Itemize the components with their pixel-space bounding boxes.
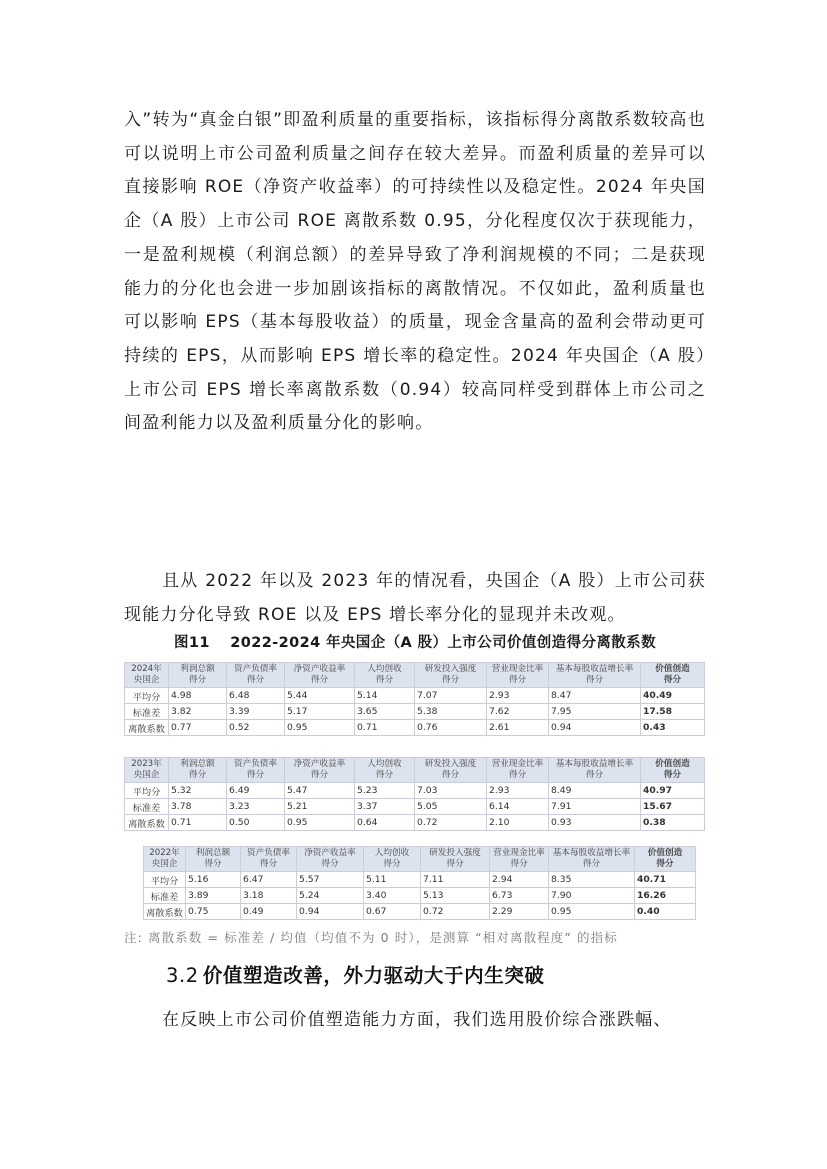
figure-note: 注: 离散系数 = 标准差 / 均值（均值不为 0 时），是测算 “相对离散程度” 的指标 [124, 930, 618, 945]
row-label-cell: 平均分 [144, 872, 186, 888]
score-cell: 40.71 [635, 872, 696, 888]
score-cell: 40.49 [641, 688, 705, 704]
header-year-cell: 2023年 央国企 [125, 758, 169, 783]
table-header-row [125, 758, 705, 783]
value-cell: 3.78 [169, 799, 227, 815]
score-cell: 0.38 [641, 815, 705, 831]
value-cell: 5.47 [285, 783, 355, 799]
value-cell: 5.14 [355, 688, 415, 704]
header-cell: 研发投入强度 得分 [421, 847, 490, 872]
body-paragraph-2: 且从 2022 年以及 2023 年的情况看，央国企（A 股）上市公司获现能力分化导致 ROE 以及 EPS 增长率分化的显现并未改观。 [124, 571, 706, 625]
value-cell: 7.07 [415, 688, 487, 704]
value-cell: 6.49 [227, 783, 285, 799]
value-cell: 0.95 [285, 815, 355, 831]
value-cell: 6.48 [227, 688, 285, 704]
table-row [125, 720, 705, 736]
value-cell: 0.72 [421, 904, 490, 920]
value-cell: 5.24 [297, 888, 364, 904]
header-cell: 利润总额 得分 [169, 663, 227, 688]
row-label-cell: 标准差 [125, 704, 169, 720]
value-cell: 5.05 [415, 799, 487, 815]
header-cell: 价值创造 得分 [641, 663, 705, 688]
value-cell: 0.75 [186, 904, 241, 920]
row-label-cell: 离散系数 [144, 904, 186, 920]
header-cell: 研发投入强度 得分 [415, 758, 487, 783]
row-label-cell: 离散系数 [125, 720, 169, 736]
table-header-row [125, 663, 705, 688]
header-cell: 价值创造 得分 [635, 847, 696, 872]
value-cell: 0.71 [355, 720, 415, 736]
section-title: 价值塑造改善，外力驱动大于内生突破 [202, 964, 545, 987]
table-row [144, 888, 696, 904]
value-cell: 8.35 [549, 872, 635, 888]
value-cell: 0.95 [285, 720, 355, 736]
value-cell: 3.18 [241, 888, 297, 904]
table-2024 [124, 662, 705, 736]
value-cell: 3.82 [169, 704, 227, 720]
table-header-row [144, 847, 696, 872]
row-label-cell: 标准差 [125, 799, 169, 815]
value-cell: 7.62 [487, 704, 549, 720]
value-cell: 2.29 [490, 904, 549, 920]
score-cell: 15.67 [641, 799, 705, 815]
value-cell: 0.76 [415, 720, 487, 736]
section-heading [166, 960, 545, 988]
row-label-cell: 平均分 [125, 783, 169, 799]
header-cell: 人均创收 得分 [355, 758, 415, 783]
body-paragraph-1: 入”转为“真金白银”即盈利质量的重要指标，该指标得分离散系数较高也可以说明上市公司盈利质量之间存在较大差异。而盈利质量的差异可以直接影响 ROE（净资产收益率）的可持续性以及稳定性。2024 年央国企（A 股）上市公司 ROE 离散系数 0.95，分化程度仅次于获现能力，一是盈利规模（利润总额）的差异导致了净利润规模的不同；二是获现能力的分化也会进一步加剧该指标的离散情况。不仅如此，盈利质量也可以影响 EPS（基本每股收益）的质量，现金含量高的盈利会带动更可持续的 EPS，从而影响 EPS 增长率的稳定性。2024 年央国企（A 股）上市公司 EPS 增长率离散系数（0.94）较高同样受到群体上市公司之间盈利能力以及盈利质量分化的影响。 [124, 110, 706, 434]
value-cell: 7.91 [549, 799, 641, 815]
value-cell: 0.77 [169, 720, 227, 736]
header-cell: 营业现金比率 得分 [490, 847, 549, 872]
body-paragraph-3: 在反映上市公司价值塑造能力方面，我们选用股价综合涨跌幅、 [162, 1010, 672, 1030]
value-cell: 2.93 [487, 688, 549, 704]
value-cell: 6.47 [241, 872, 297, 888]
header-year-cell: 2022年 央国企 [144, 847, 186, 872]
value-cell: 0.94 [297, 904, 364, 920]
header-cell: 利润总额 得分 [169, 758, 227, 783]
value-cell: 0.64 [355, 815, 415, 831]
value-cell: 5.38 [415, 704, 487, 720]
value-cell: 0.94 [549, 720, 641, 736]
score-cell: 0.40 [635, 904, 696, 920]
value-cell: 5.44 [285, 688, 355, 704]
table-row [125, 799, 705, 815]
value-cell: 0.67 [364, 904, 421, 920]
header-cell: 人均创收 得分 [364, 847, 421, 872]
value-cell: 3.40 [364, 888, 421, 904]
score-cell: 40.97 [641, 783, 705, 799]
score-cell: 16.26 [635, 888, 696, 904]
header-cell: 净资产收益率 得分 [297, 847, 364, 872]
header-cell: 营业现金比率 得分 [487, 663, 549, 688]
table-2022 [143, 846, 696, 920]
value-cell: 0.72 [415, 815, 487, 831]
value-cell: 2.61 [487, 720, 549, 736]
value-cell: 6.73 [490, 888, 549, 904]
header-cell: 研发投入强度 得分 [415, 663, 487, 688]
header-cell: 资产负债率 得分 [227, 758, 285, 783]
value-cell: 5.21 [285, 799, 355, 815]
value-cell: 0.50 [227, 815, 285, 831]
value-cell: 3.37 [355, 799, 415, 815]
value-cell: 7.11 [421, 872, 490, 888]
value-cell: 7.95 [549, 704, 641, 720]
table-row [125, 704, 705, 720]
value-cell: 5.17 [285, 704, 355, 720]
score-cell: 0.43 [641, 720, 705, 736]
row-label-cell: 离散系数 [125, 815, 169, 831]
header-cell: 基本每股收益增长率 得分 [549, 758, 641, 783]
figure-caption: 图11 2022-2024 年央国企（A 股）上市公司价值创造得分离散系数 [174, 635, 656, 651]
table-row [125, 815, 705, 831]
table-2023 [124, 757, 705, 831]
value-cell: 2.93 [487, 783, 549, 799]
section-number: 3.2 [166, 964, 199, 987]
value-cell: 8.47 [549, 688, 641, 704]
header-cell: 价值创造 得分 [641, 758, 705, 783]
table-row [144, 872, 696, 888]
value-cell: 3.23 [227, 799, 285, 815]
value-cell: 3.89 [186, 888, 241, 904]
value-cell: 5.13 [421, 888, 490, 904]
header-cell: 基本每股收益增长率 得分 [549, 847, 635, 872]
value-cell: 0.93 [549, 815, 641, 831]
header-year-cell: 2024年 央国企 [125, 663, 169, 688]
header-cell: 利润总额 得分 [186, 847, 241, 872]
header-cell: 人均创收 得分 [355, 663, 415, 688]
value-cell: 4.98 [169, 688, 227, 704]
value-cell: 8.49 [549, 783, 641, 799]
value-cell: 5.16 [186, 872, 241, 888]
score-cell: 17.58 [641, 704, 705, 720]
value-cell: 3.39 [227, 704, 285, 720]
value-cell: 2.10 [487, 815, 549, 831]
value-cell: 6.14 [487, 799, 549, 815]
table-row [125, 783, 705, 799]
header-cell: 资产负债率 得分 [227, 663, 285, 688]
value-cell: 7.90 [549, 888, 635, 904]
table-row [144, 904, 696, 920]
value-cell: 7.03 [415, 783, 487, 799]
value-cell: 5.11 [364, 872, 421, 888]
header-cell: 基本每股收益增长率 得分 [549, 663, 641, 688]
header-cell: 净资产收益率 得分 [285, 663, 355, 688]
value-cell: 5.57 [297, 872, 364, 888]
value-cell: 5.32 [169, 783, 227, 799]
value-cell: 5.23 [355, 783, 415, 799]
header-cell: 资产负债率 得分 [241, 847, 297, 872]
row-label-cell: 平均分 [125, 688, 169, 704]
header-cell: 营业现金比率 得分 [487, 758, 549, 783]
value-cell: 0.49 [241, 904, 297, 920]
value-cell: 3.65 [355, 704, 415, 720]
header-cell: 净资产收益率 得分 [285, 758, 355, 783]
value-cell: 0.52 [227, 720, 285, 736]
row-label-cell: 标准差 [144, 888, 186, 904]
table-row [125, 688, 705, 704]
value-cell: 2.94 [490, 872, 549, 888]
value-cell: 0.71 [169, 815, 227, 831]
value-cell: 0.95 [549, 904, 635, 920]
